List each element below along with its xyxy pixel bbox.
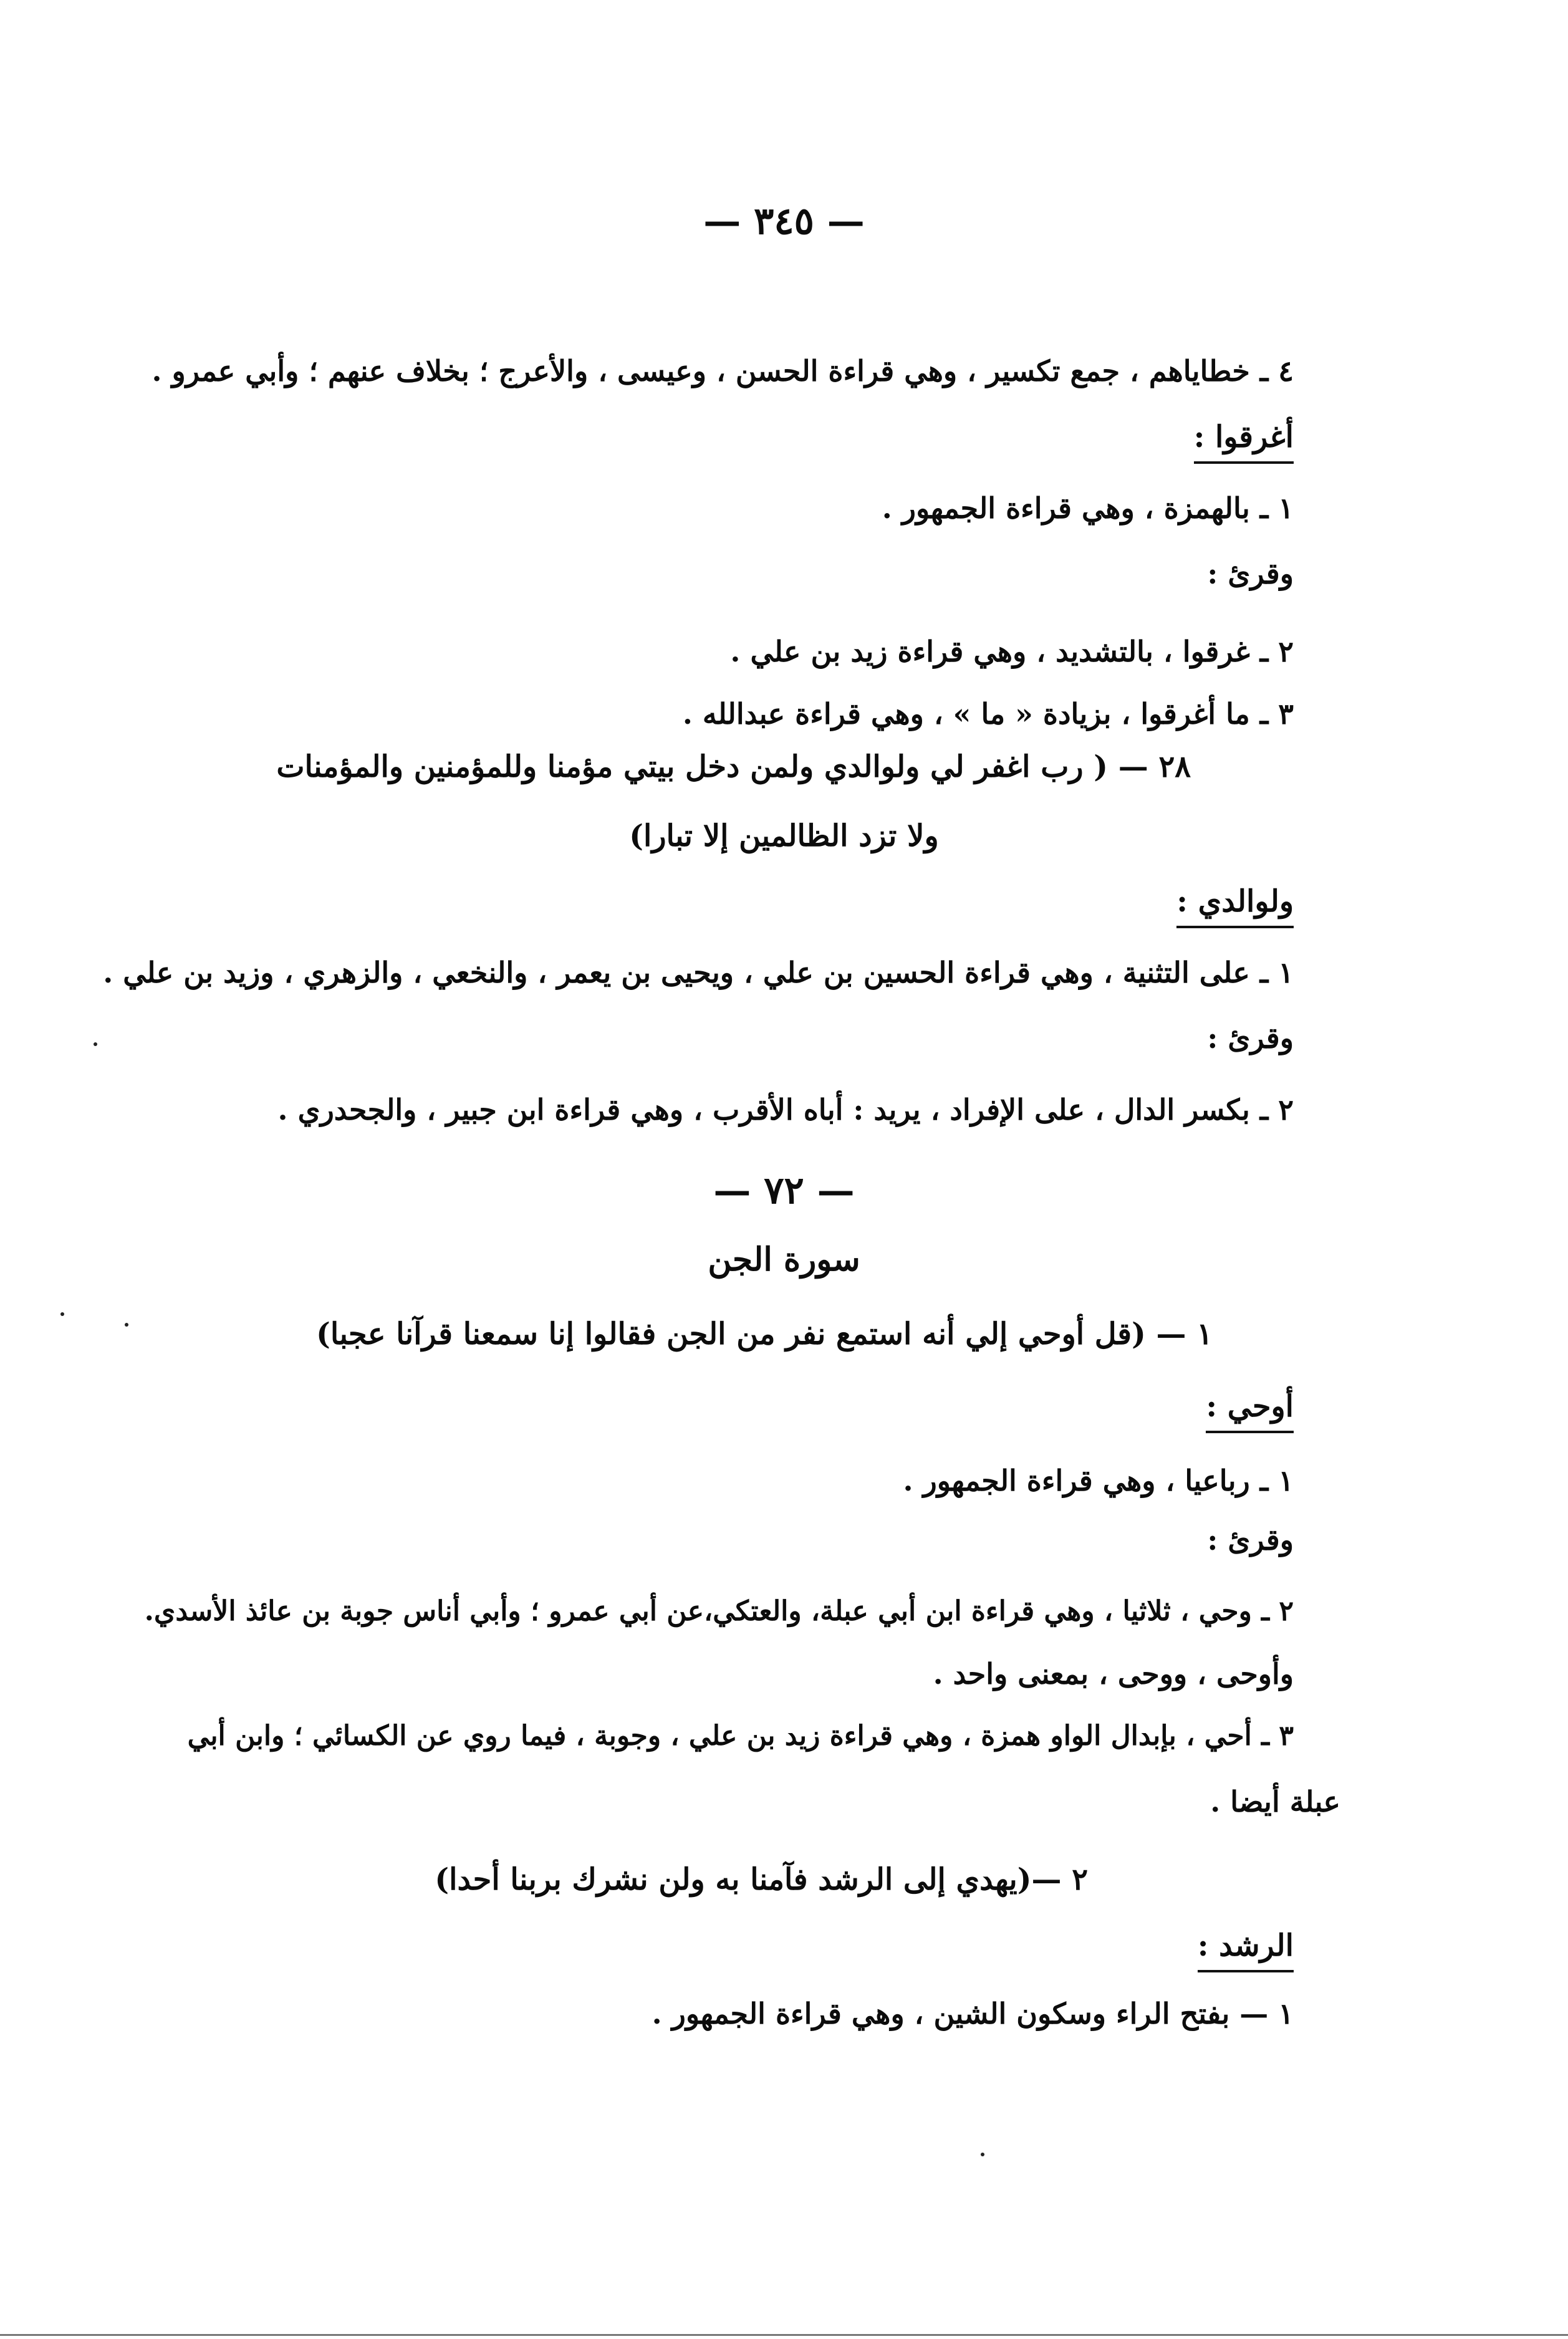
reading-note-line: ١ ـ على التثنية ، وهي قراءة الحسين بن علي ، ويحيى بن يعمر ، والنخعي ، والزهري ، وزيد بن علي . (103, 956, 1294, 989)
reading-intro-line: وقرئ : (1207, 557, 1294, 590)
reading-note-line: ٤ ـ خطاياهم ، جمع تكسير ، وهي قراءة الحسن ، وعيسى ، والأعرج ؛ بخلاف عنهم ؛ وأبي عمرو . (152, 354, 1294, 388)
word-heading: أوحي : (1206, 1387, 1294, 1433)
reading-note-line: عبلة أيضا . (1210, 1785, 1340, 1818)
reading-note-line: ١ ـ رباعيا ، وهي قراءة الجمهور . (903, 1464, 1294, 1497)
reading-note-line: ٢ ـ وحي ، ثلاثيا ، وهي قراءة ابن أبي عبلة، والعتكي،عن أبي عمرو ؛ وأبي أناس جوبة بن عائذ الأسدي. (144, 1595, 1294, 1627)
word-heading: ولوالدي : (1176, 882, 1294, 928)
page-bottom-edge (0, 2334, 1568, 2336)
scan-speck (125, 1323, 128, 1327)
reading-intro-line: وقرئ : (1207, 1523, 1294, 1557)
reading-note-line: ٢ ـ بكسر الدال ، على الإفراد ، يريد : أباه الأقرب ، وهي قراءة ابن جبير ، والجحدري . (277, 1093, 1294, 1126)
reading-note-line: ٣ ـ أحي ، بإبدال الواو همزة ، وهي قراءة زيد بن علي ، وجوبة ، فيما روي عن الكسائي ؛ وابن أبي (187, 1720, 1294, 1752)
scan-speck (981, 2153, 984, 2156)
verse-line: ولا تزد الظالمين إلا تبارا) (629, 819, 939, 853)
verse-line: ٢ —(يهدي إلى الرشد فآمنا به ولن نشرك بربنا أحدا) (435, 1862, 1088, 1897)
reading-note-line: ٢ ـ غرقوا ، بالتشديد ، وهي قراءة زيد بن علي . (730, 635, 1294, 668)
verse-line: ٢٨ — ( رب اغفر لي ولوالدي ولمن دخل بيتي مؤمنا وللمؤمنين والمؤمنات (276, 749, 1191, 784)
reading-note-line: ٣ ـ ما أغرقوا ، بزيادة « ما » ، وهي قراءة عبدالله . (682, 697, 1294, 731)
word-heading: أغرقوا : (1194, 418, 1294, 464)
reading-note-line: وأوحى ، ووحى ، بمعنى واحد . (933, 1657, 1294, 1691)
reading-note-line: ١ — بفتح الراء وسكون الشين ، وهي قراءة الجمهور . (652, 1997, 1294, 2030)
reading-note-line: ١ ـ بالهمزة ، وهي قراءة الجمهور . (882, 491, 1294, 525)
page-number: — ٣٤٥ — (703, 199, 865, 243)
reading-intro-line: وقرئ : (1207, 1021, 1294, 1055)
surah-number: — ٧٢ — (713, 1169, 855, 1213)
scan-speck (60, 1312, 64, 1316)
verse-line: ١ — (قل أوحي إلي أنه استمع نفر من الجن فقالوا إنا سمعنا قرآنا عجبا) (316, 1317, 1213, 1352)
scan-speck (94, 1042, 97, 1046)
surah-title: سورة الجن (708, 1241, 860, 1279)
word-heading: الرشد : (1198, 1926, 1294, 1972)
